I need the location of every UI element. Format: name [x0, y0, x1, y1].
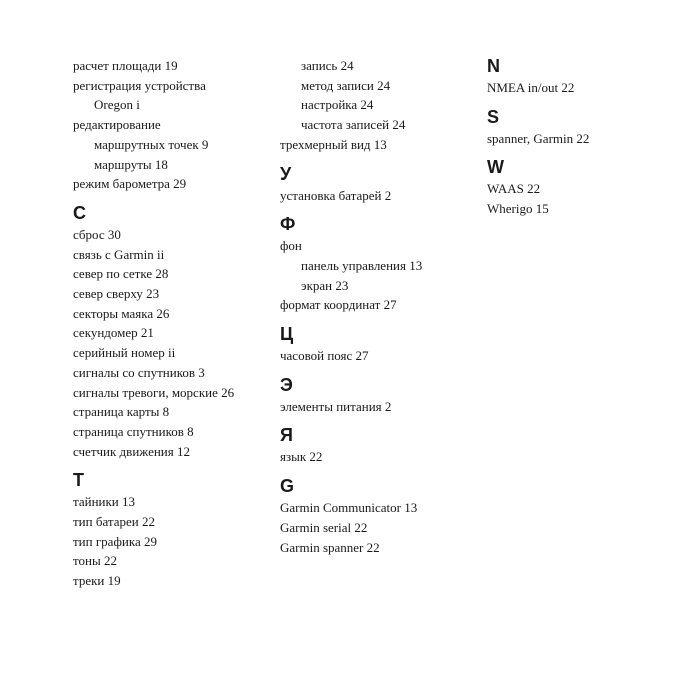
index-entry: страница карты 8 — [73, 404, 170, 420]
index-entry: тоны 22 — [73, 553, 117, 569]
section-heading: N — [487, 56, 500, 76]
index-entry: Garmin Communicator 13 — [280, 500, 418, 516]
index-entry: сигналы со спутников 3 — [73, 364, 205, 380]
section-heading: Э — [280, 374, 293, 395]
index-subentry: Oregon i — [94, 97, 140, 113]
index-entry: тайники 13 — [73, 494, 136, 510]
index-column-3 — [487, 56, 667, 219]
section-heading: Т — [73, 470, 84, 491]
index-entry: тип графика 29 — [73, 533, 157, 549]
section-heading: Я — [280, 425, 293, 446]
index-entry: сигналы тревоги, морские 26 — [73, 384, 235, 400]
index-column-1 — [73, 56, 273, 591]
index-entry: север по сетке 28 — [73, 266, 169, 282]
index-entry: тип батареи 22 — [73, 514, 155, 530]
index-entry: формат координат 27 — [280, 297, 397, 313]
index-subentry: настройка 24 — [301, 97, 374, 113]
index-entry: счетчик движения 12 — [73, 443, 190, 459]
index-subentry: панель управления 13 — [301, 257, 423, 273]
section-heading: Ф — [280, 214, 296, 235]
index-entry: Garmin serial 22 — [280, 519, 368, 535]
index-entry: север сверху 23 — [73, 286, 160, 302]
index-entry: регистрация устройства — [73, 77, 206, 93]
index-column-2 — [280, 56, 480, 557]
index-entry: треки 19 — [73, 573, 121, 589]
index-entry: WAAS 22 — [487, 181, 541, 197]
index-entry: установка батарей 2 — [280, 187, 392, 203]
index-subentry: метод записи 24 — [301, 77, 391, 93]
section-heading: S — [487, 106, 500, 127]
section-heading: С — [73, 202, 86, 223]
index-entry: часовой пояс 27 — [280, 348, 369, 364]
index-entry: серийный номер ii — [73, 345, 176, 361]
index-entry: режим барометра 29 — [73, 176, 187, 192]
index-entry: трехмерный вид 13 — [280, 136, 387, 152]
index-entry: Wherigo 15 — [487, 201, 549, 217]
index-subentry: частота записей 24 — [301, 117, 406, 133]
index-entry: язык 22 — [280, 449, 323, 465]
index-entry: связь с Garmin ii — [73, 246, 165, 262]
index-entry: элементы питания 2 — [280, 398, 392, 414]
index-subentry: экран 23 — [301, 277, 349, 293]
section-heading: G — [280, 476, 295, 497]
section-heading: Ц — [280, 324, 294, 345]
index-entry: секторы маяка 26 — [73, 305, 170, 321]
index-entry: Garmin spanner 22 — [280, 539, 380, 555]
index-subentry: маршрутных точек 9 — [94, 136, 209, 152]
index-entry: NMEA in/out 22 — [487, 80, 575, 95]
index-entry: страница спутников 8 — [73, 423, 194, 439]
section-heading: W — [487, 157, 504, 178]
section-heading: У — [280, 163, 292, 184]
index-entry: расчет площади 19 — [73, 58, 178, 73]
index-entry: секундомер 21 — [73, 325, 154, 341]
index-subentry: запись 24 — [301, 58, 354, 73]
index-entry: редактирование — [73, 117, 161, 133]
index-entry: сброс 30 — [73, 226, 121, 242]
index-subentry: маршруты 18 — [94, 156, 168, 172]
index-entry: spanner, Garmin 22 — [487, 130, 590, 146]
index-entry: фон — [280, 238, 302, 254]
